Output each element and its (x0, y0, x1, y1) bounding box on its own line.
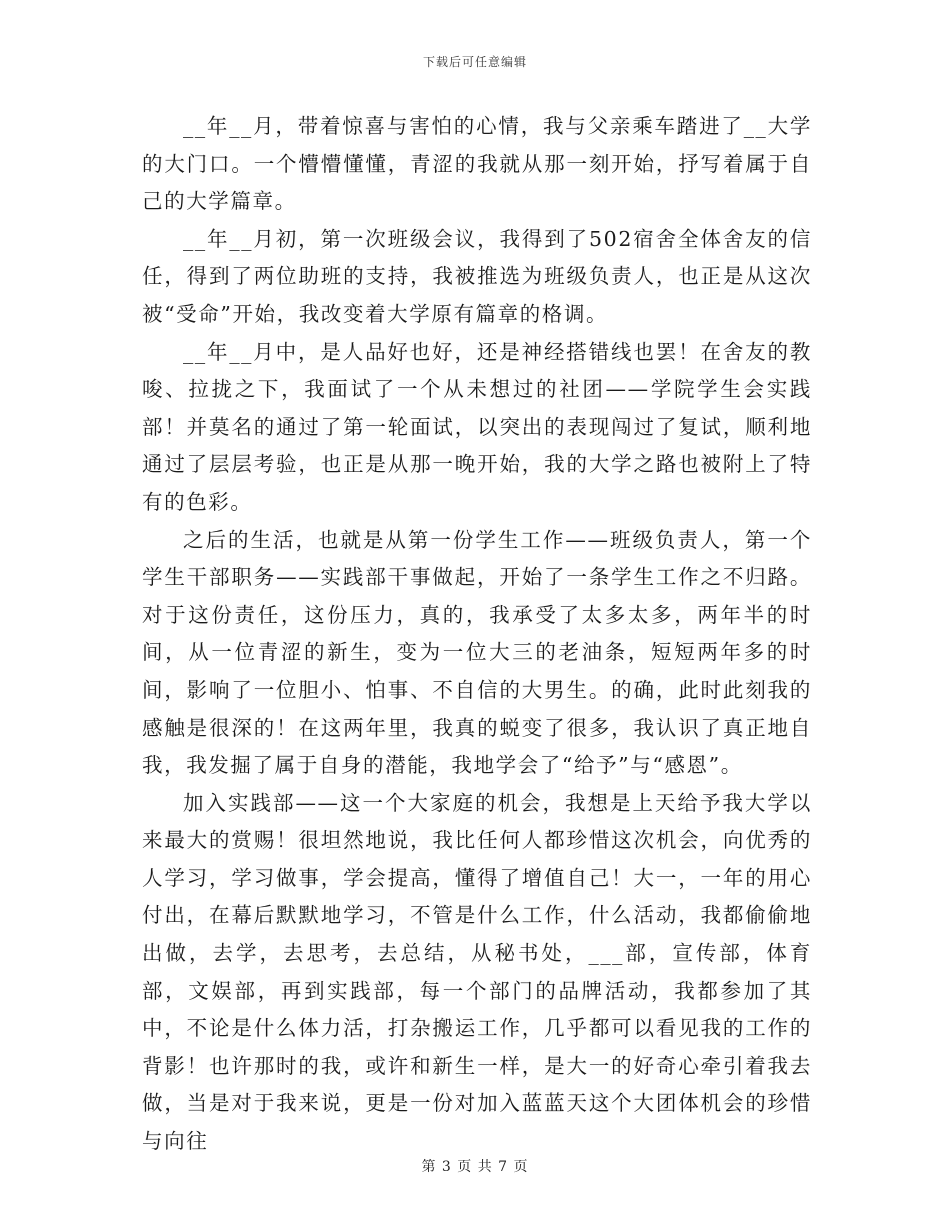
paragraph-5: 加入实践部——这一个大家庭的机会，我想是上天给予我大学以来最大的赏赐！很坦然地说，我比任何人都珍惜这次机会，向优秀的人学习，学习做事，学会提高，懂得了增值自己！大一，一年的用心付出，在幕后默默地学习，不管是什么工作，什么活动，我都偷偷地出做，去学，去思考，去总结，从秘书处，___部，宣传部，体育部，文娱部，再到实践部，每一个部门的品牌活动，我都参加了其中，不论是什么体力活，打杂搬运工作，几乎都可以看见我的工作的背影！也许那时的我，或许和新生一样，是大一的好奇心牵引着我去做，当是对于我来说，更是一份对加入蓝蓝天这个大团体机会的珍惜与向往 (142, 790, 812, 1154)
document-body (142, 108, 812, 1161)
paragraph-1: __年__月，带着惊喜与害怕的心情，我与父亲乘车踏进了__大学的大门口。一个懵懵懂懂，青涩的我就从那一刻开始，抒写着属于自己的大学篇章。 (142, 114, 812, 214)
page-footer: 第 3 页 共 7 页 (421, 1159, 529, 1175)
page-header: 下载后可任意编辑 (422, 55, 527, 69)
paragraph-2: __年__月初，第一次班级会议，我得到了502宿舍全体舍友的信任，得到了两位助班的支持，我被推选为班级负责人，也正是从这次被“受命”开始，我改变着大学原有篇章的格调。 (142, 226, 812, 326)
paragraph-4: 之后的生活，也就是从第一份学生工作——班级负责人，第一个学生干部职务——实践部干事做起，开始了一条学生工作之不归路。对于这份责任，这份压力，真的，我承受了太多太多，两年半的时间，从一位青涩的新生，变为一位大三的老油条，短短两年多的时间，影响了一位胆小、怕事、不自信的大男生。的确，此时此刻我的感触是很深的！在这两年里，我真的蜕变了很多，我认识了真正地自我，我发掘了属于自身的潜能，我地学会了“给予”与“感恩”。 (142, 527, 812, 778)
paragraph-3: __年__月中，是人品好也好，还是神经搭错线也罢！在舍友的教唆、拉拢之下，我面试了一个从未想过的社团——学院学生会实践部！并莫名的通过了第一轮面试，以突出的表现闯过了复试，顺利地通过了层层考验，也正是从那一晚开始，我的大学之路也被附上了特有的色彩。 (142, 339, 812, 514)
